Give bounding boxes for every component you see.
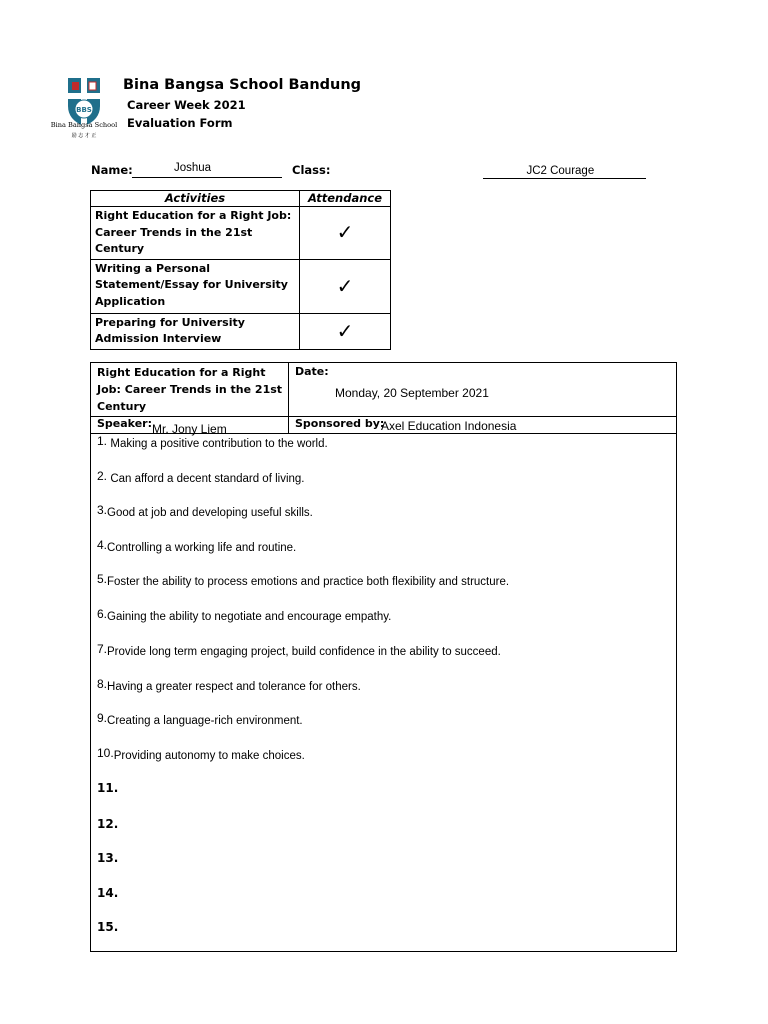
list-item bbox=[97, 679, 361, 693]
item-number: 1. bbox=[97, 434, 108, 448]
list-item bbox=[97, 644, 501, 658]
attendance-row bbox=[91, 259, 391, 313]
item-number: 15. bbox=[97, 920, 119, 934]
list-item bbox=[97, 574, 509, 588]
activity-cell: Right Education for a Right Job: Career Trends in the 21st Century bbox=[91, 207, 300, 260]
item-text: Gaining the ability to negotiate and encourage empathy. bbox=[107, 611, 392, 623]
attendance-row bbox=[91, 207, 391, 260]
divider bbox=[288, 416, 289, 433]
item-text: Good at job and developing useful skills. bbox=[107, 507, 313, 519]
list-item bbox=[97, 920, 118, 934]
check-icon: ✓ bbox=[300, 259, 391, 313]
item-text: Can afford a decent standard of living. bbox=[110, 473, 305, 485]
class-value: JC2 Courage bbox=[526, 165, 595, 177]
item-text: Controlling a working life and routine. bbox=[107, 542, 297, 554]
attendance-row bbox=[91, 313, 391, 349]
list-item bbox=[97, 505, 313, 519]
logo-initials: BBS bbox=[76, 106, 92, 114]
check-icon: ✓ bbox=[300, 207, 391, 260]
item-number: 11. bbox=[97, 781, 119, 795]
item-number: 2. bbox=[97, 469, 108, 483]
list-item bbox=[97, 540, 296, 554]
attendance-header: Attendance bbox=[300, 191, 391, 207]
event-title: Career Week 2021 bbox=[127, 98, 246, 112]
item-number: 4. bbox=[97, 538, 108, 552]
list-item bbox=[97, 781, 118, 795]
item-number: 13. bbox=[97, 851, 119, 865]
list-item bbox=[97, 436, 328, 450]
speaker-row bbox=[91, 416, 676, 434]
item-text: Making a positive contribution to the world. bbox=[110, 438, 328, 450]
session-box bbox=[90, 362, 677, 952]
speaker-value: Mr. Jony Liem bbox=[152, 422, 227, 436]
item-text: Providing autonomy to make choices. bbox=[113, 750, 305, 762]
activity-cell: Writing a Personal Statement/Essay for University Application bbox=[91, 259, 300, 313]
item-number: 10. bbox=[97, 746, 114, 760]
item-text: Provide long term engaging project, build confidence in the ability to succeed. bbox=[107, 646, 501, 658]
item-number: 6. bbox=[97, 607, 108, 621]
item-number: 9. bbox=[97, 711, 108, 725]
speaker-label: Speaker: bbox=[97, 417, 152, 430]
list-item bbox=[97, 713, 303, 727]
class-label: Class: bbox=[292, 163, 331, 177]
activities-header: Activities bbox=[91, 191, 300, 207]
item-number: 5. bbox=[97, 572, 108, 586]
name-field[interactable] bbox=[132, 162, 282, 178]
item-text: Foster the ability to process emotions and practice both flexibility and structure. bbox=[107, 576, 510, 588]
session-header-row bbox=[91, 363, 676, 417]
session-title: Right Education for a Right Job: Career Trends in the 21st Century bbox=[97, 366, 283, 413]
sponsor-label: Sponsored by: bbox=[295, 417, 385, 430]
attendance-table bbox=[90, 190, 391, 350]
check-icon: ✓ bbox=[300, 313, 391, 349]
divider bbox=[288, 363, 289, 416]
item-text: Having a greater respect and tolerance for others. bbox=[107, 681, 361, 693]
list-item bbox=[97, 851, 118, 865]
sponsor-value: Axel Education Indonesia bbox=[381, 419, 517, 433]
name-label: Name: bbox=[91, 163, 133, 177]
list-item bbox=[97, 817, 118, 831]
item-number: 7. bbox=[97, 642, 108, 656]
class-field[interactable] bbox=[483, 166, 646, 179]
list-item bbox=[97, 748, 305, 762]
item-number: 3. bbox=[97, 503, 108, 517]
attendance-header-row bbox=[91, 191, 391, 207]
logo-chinese: 励 志 才 正 bbox=[71, 133, 97, 139]
list-item bbox=[97, 609, 391, 623]
list-item bbox=[97, 886, 118, 900]
activity-cell: Preparing for University Admission Interview bbox=[91, 313, 300, 349]
list-item bbox=[97, 471, 305, 485]
item-number: 12. bbox=[97, 817, 119, 831]
school-logo bbox=[48, 76, 120, 142]
name-value: Joshua bbox=[174, 162, 212, 174]
date-label: Date: bbox=[295, 365, 329, 378]
item-number: 14. bbox=[97, 886, 119, 900]
date-value: Monday, 20 September 2021 bbox=[335, 386, 489, 400]
item-number: 8. bbox=[97, 677, 108, 691]
logo-caption: Bina Bangsa School bbox=[50, 121, 118, 129]
school-name: Bina Bangsa School Bandung bbox=[123, 77, 362, 93]
form-title: Evaluation Form bbox=[127, 116, 233, 130]
item-text: Creating a language-rich environment. bbox=[107, 715, 303, 727]
